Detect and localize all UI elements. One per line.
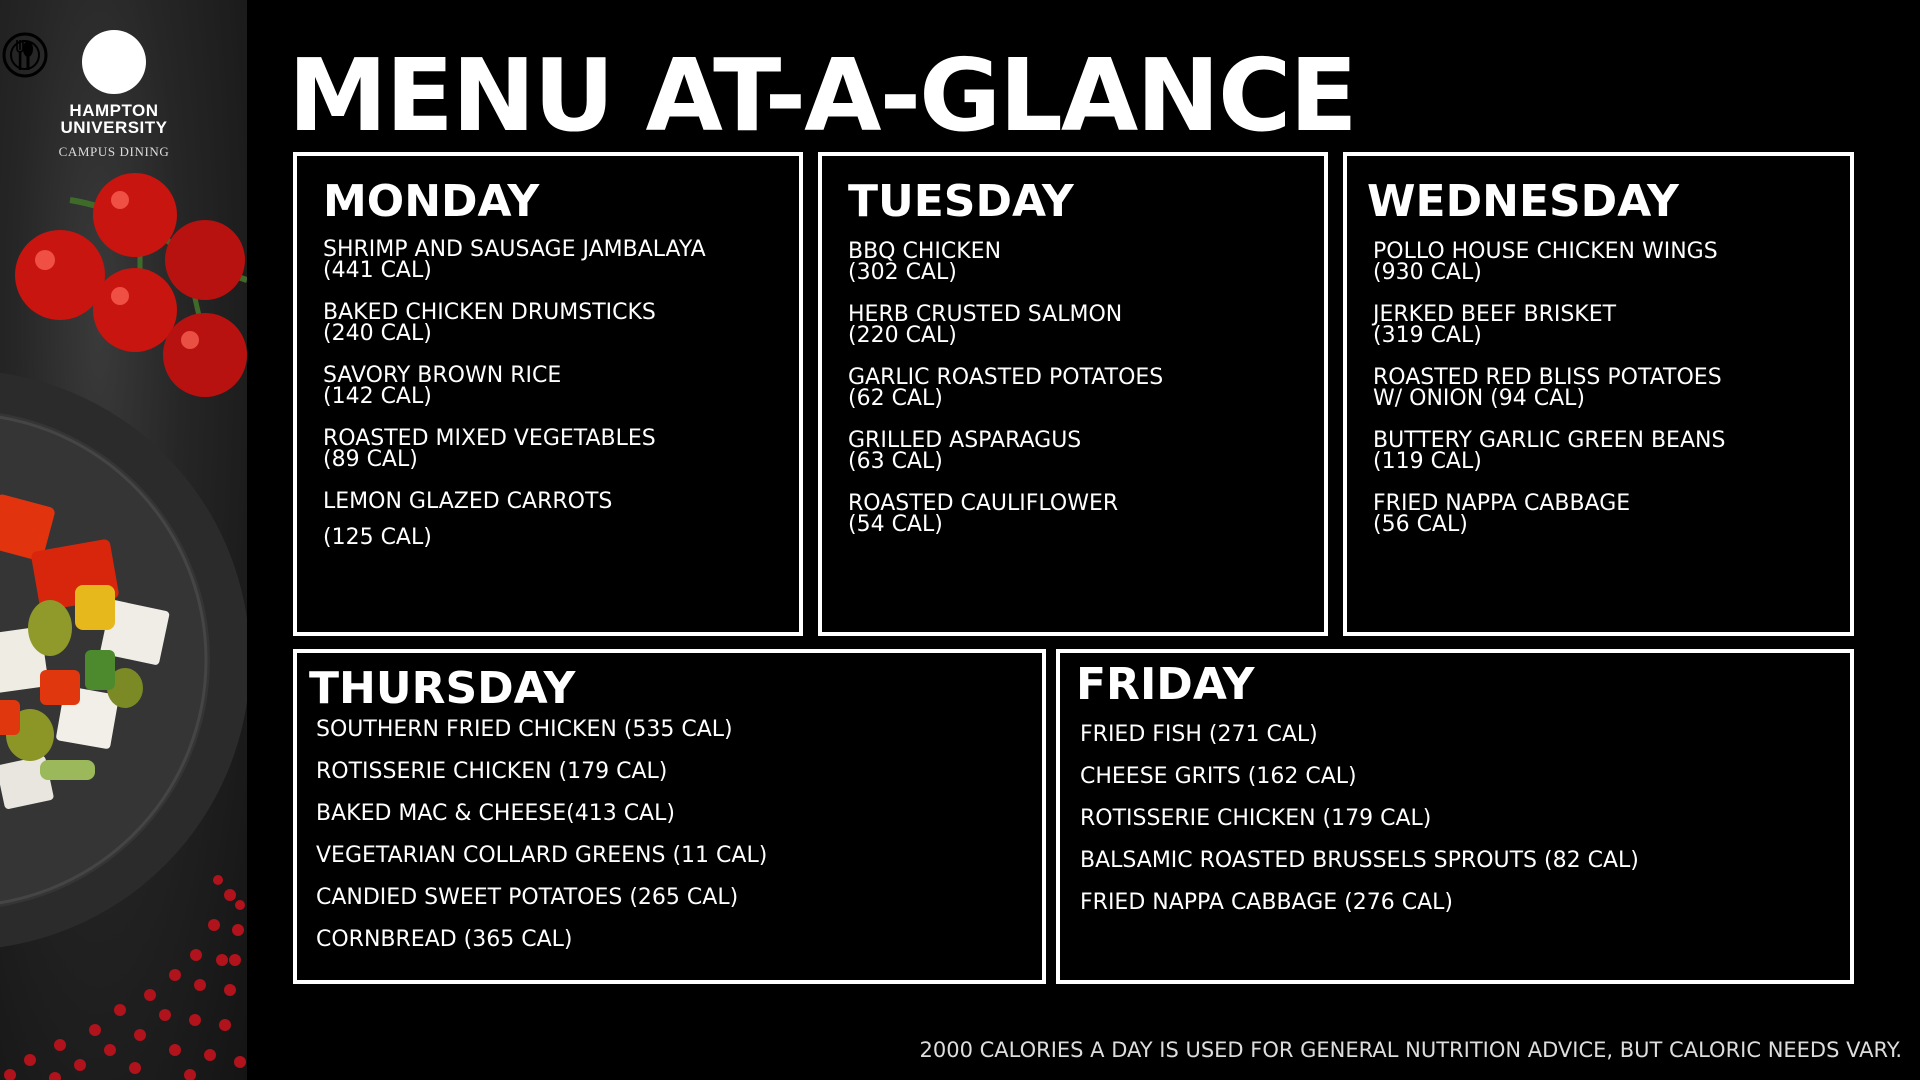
- day-panel-tuesday: [818, 152, 1328, 636]
- food-photo-strip: [0, 0, 247, 1080]
- tomato: [15, 230, 105, 320]
- menu-list: [316, 709, 767, 961]
- menu-item: ROASTED RED BLISS POTATOES W/ ONION (94 CAL): [1373, 365, 1722, 411]
- tomato: [165, 220, 245, 300]
- menu-item: BALSAMIC ROASTED BRUSSELS SPROUTS (82 CAL): [1080, 848, 1639, 873]
- day-panel-wednesday: [1343, 152, 1854, 636]
- menu-list: [323, 239, 706, 569]
- menu-item: ROTISSERIE CHICKEN (179 CAL): [1080, 806, 1432, 831]
- menu-item: ROASTED MIXED VEGETABLES (89 CAL): [323, 426, 656, 472]
- menu-item: LEMON GLAZED CARROTS (125 CAL): [323, 489, 613, 550]
- menu-item: FRIED NAPPA CABBAGE (56 CAL): [1373, 491, 1631, 537]
- menu-item: JERKED BEEF BRISKET (319 CAL): [1373, 302, 1617, 348]
- page-title: MENU AT-A-GLANCE: [288, 37, 1356, 154]
- menu-item: FRIED NAPPA CABBAGE (276 CAL): [1080, 890, 1453, 915]
- menu-item: ROASTED CAULIFLOWER (54 CAL): [848, 491, 1119, 537]
- day-heading: FRIDAY: [1076, 659, 1255, 710]
- brand-name: HAMPTON UNIVERSITY: [60, 101, 168, 137]
- menu-item: BUTTERY GARLIC GREEN BEANS (119 CAL): [1373, 428, 1726, 474]
- day-panel-monday: [293, 152, 803, 636]
- menu-item: HERB CRUSTED SALMON (220 CAL): [848, 302, 1123, 348]
- menu-item: SOUTHERN FRIED CHICKEN (535 CAL): [316, 717, 733, 742]
- menu-item: POLLO HOUSE CHICKEN WINGS (930 CAL): [1373, 239, 1718, 285]
- menu-item: ROTISSERIE CHICKEN (179 CAL): [316, 759, 668, 784]
- menu-list: [1373, 241, 1725, 556]
- day-panel-friday: [1056, 649, 1854, 984]
- tomato: [93, 268, 177, 352]
- brand-logo: [0, 30, 228, 160]
- food-illustration: [0, 0, 247, 1080]
- menu-list: [1080, 714, 1639, 924]
- day-heading: WEDNESDAY: [1367, 176, 1679, 227]
- menu-item: SHRIMP AND SAUSAGE JAMBALAYA (441 CAL): [323, 237, 706, 283]
- menu-item: BAKED CHICKEN DRUMSTICKS (240 CAL): [323, 300, 656, 346]
- menu-item: SAVORY BROWN RICE (142 CAL): [323, 363, 562, 409]
- day-panel-thursday: [293, 649, 1046, 984]
- menu-item: GARLIC ROASTED POTATOES (62 CAL): [848, 365, 1164, 411]
- nutrition-disclaimer: 2000 CALORIES A DAY IS USED FOR GENERAL NUTRITION ADVICE, BUT CALORIC NEEDS VARY.: [919, 1038, 1902, 1062]
- menu-list: [848, 241, 1163, 556]
- plate-fork-spoon-icon: [82, 30, 146, 94]
- menu-item: CANDIED SWEET POTATOES (265 CAL): [316, 885, 739, 910]
- menu-item: CHEESE GRITS (162 CAL): [1080, 764, 1357, 789]
- menu-item: GRILLED ASPARAGUS (63 CAL): [848, 428, 1082, 474]
- day-heading: MONDAY: [323, 176, 540, 227]
- brand-subtitle: CAMPUS DINING: [58, 144, 170, 159]
- tomato: [163, 313, 247, 397]
- day-heading: THURSDAY: [309, 663, 576, 714]
- menu-item: BAKED MAC & CHEESE(413 CAL): [316, 801, 675, 826]
- menu-item: CORNBREAD (365 CAL): [316, 927, 573, 952]
- day-heading: TUESDAY: [848, 176, 1074, 227]
- menu-item: VEGETARIAN COLLARD GREENS (11 CAL): [316, 843, 768, 868]
- menu-item: BBQ CHICKEN (302 CAL): [848, 239, 1002, 285]
- menu-item: FRIED FISH (271 CAL): [1080, 722, 1318, 747]
- tomato: [93, 173, 177, 257]
